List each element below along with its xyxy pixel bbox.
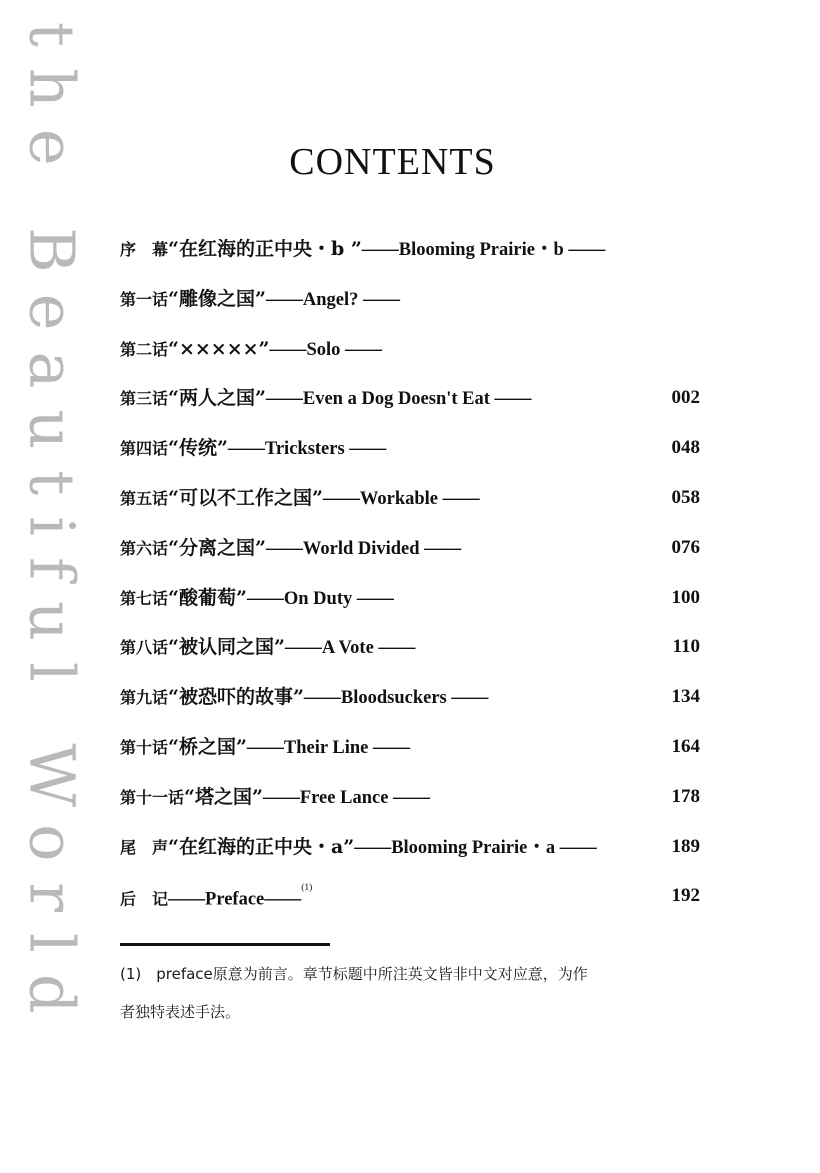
chapter-label: 第十一话 — [120, 787, 185, 807]
footnote-marker: (1) — [301, 883, 313, 894]
chapter-title-en: ——Even a Dog Doesn't Eat —— — [265, 389, 532, 410]
toc-entry — [120, 778, 700, 828]
toc-entry — [120, 429, 700, 479]
chapter-label: 第三话 — [120, 389, 169, 409]
chapter-label: 第八话 — [120, 638, 169, 658]
chapter-label: 第四话 — [120, 439, 169, 459]
chapter-label: 后 记 — [120, 889, 169, 909]
chapter-title-cn: “桥之国” — [168, 735, 247, 758]
chapter-label: 第十话 — [120, 737, 169, 757]
toc-entry — [120, 529, 700, 579]
chapter-label: 第一话 — [120, 289, 169, 309]
chapter-title-cn: “被恐吓的故事” — [168, 686, 304, 709]
chapter-title-en: ——On Duty —— — [246, 588, 394, 609]
page-number: 058 — [671, 486, 700, 508]
chapter-title-cn: “×××××” — [168, 337, 270, 360]
chapter-title-en: ——Blooming Prairie・a —— — [354, 837, 597, 858]
footnote — [120, 955, 680, 1031]
toc-entry — [120, 379, 700, 429]
chapter-title-cn: “可以不工作之国” — [168, 486, 323, 509]
page-number: 110 — [672, 636, 700, 658]
chapter-label: 第九话 — [120, 688, 169, 708]
page-number: 048 — [671, 437, 700, 459]
page-number: 100 — [671, 586, 700, 608]
chapter-title-en: ——Solo —— — [269, 339, 383, 360]
chapter-label: 序 幕 — [120, 240, 169, 259]
toc-entry — [120, 678, 700, 728]
toc-entry — [120, 280, 700, 330]
chapter-title-en: ——Free Lance —— — [262, 787, 431, 808]
chapter-title-en: ——Their Line —— — [246, 737, 410, 758]
chapter-label: 第七话 — [120, 588, 169, 608]
chapter-title-en: ——Blooming Prairie・b —— — [361, 240, 606, 260]
chapter-title-cn: “塔之国” — [184, 785, 263, 808]
chapter-title-cn: “在红海的正中央・b ” — [168, 238, 362, 260]
chapter-title-cn: “被认同之国” — [168, 636, 285, 659]
page-number: 076 — [671, 536, 700, 558]
toc-entry — [120, 628, 700, 678]
chapter-title-en: ——World Divided —— — [265, 538, 462, 559]
page-title: CONTENTS — [289, 141, 496, 183]
chapter-title-cn: “在红海的正中央・a” — [168, 835, 355, 858]
chapter-title-en: ——Preface—— — [168, 889, 302, 910]
toc-entry — [120, 877, 700, 927]
chapter-label: 第五话 — [120, 488, 169, 508]
table-of-contents — [120, 230, 700, 927]
chapter-title-cn: “酸葡萄” — [168, 586, 247, 609]
page-number: 189 — [671, 835, 700, 857]
side-title-text: the Beautiful World — [15, 22, 89, 1035]
chapter-title-en: ——Tricksters —— — [227, 439, 387, 460]
page-number: 164 — [671, 735, 700, 757]
toc-entry — [120, 828, 700, 878]
toc-entry — [120, 579, 700, 629]
chapter-title-cn: “分离之国” — [168, 536, 266, 559]
page-number: 134 — [671, 686, 700, 708]
footnote-divider — [120, 943, 330, 946]
chapter-label: 第六话 — [120, 538, 169, 558]
chapter-label: 尾 声 — [120, 837, 169, 857]
page-number: 002 — [671, 387, 700, 409]
chapter-title-en: ——A Vote —— — [284, 638, 416, 659]
chapter-title-en: ——Angel? —— — [265, 289, 400, 310]
toc-entry — [120, 728, 700, 778]
page-number: 178 — [671, 785, 700, 807]
footnote-line: 者独特表述手法。 — [120, 1003, 241, 1021]
toc-entry — [120, 330, 700, 380]
chapter-title-en: ——Workable —— — [322, 488, 480, 509]
chapter-label: 第二话 — [120, 339, 169, 359]
page-number: 192 — [671, 885, 700, 907]
toc-entry — [120, 230, 700, 280]
footnote-line: (1) preface原意为前言。章节标题中所注英文皆非中文对应意，为作 — [120, 965, 588, 983]
chapter-title-cn: “传统” — [168, 437, 228, 460]
chapter-title-cn: “两人之国” — [168, 387, 266, 410]
side-title — [15, 22, 89, 1152]
toc-entry — [120, 479, 700, 529]
chapter-title-cn: “雕像之国” — [168, 287, 266, 310]
chapter-title-en: ——Bloodsuckers —— — [303, 688, 489, 709]
